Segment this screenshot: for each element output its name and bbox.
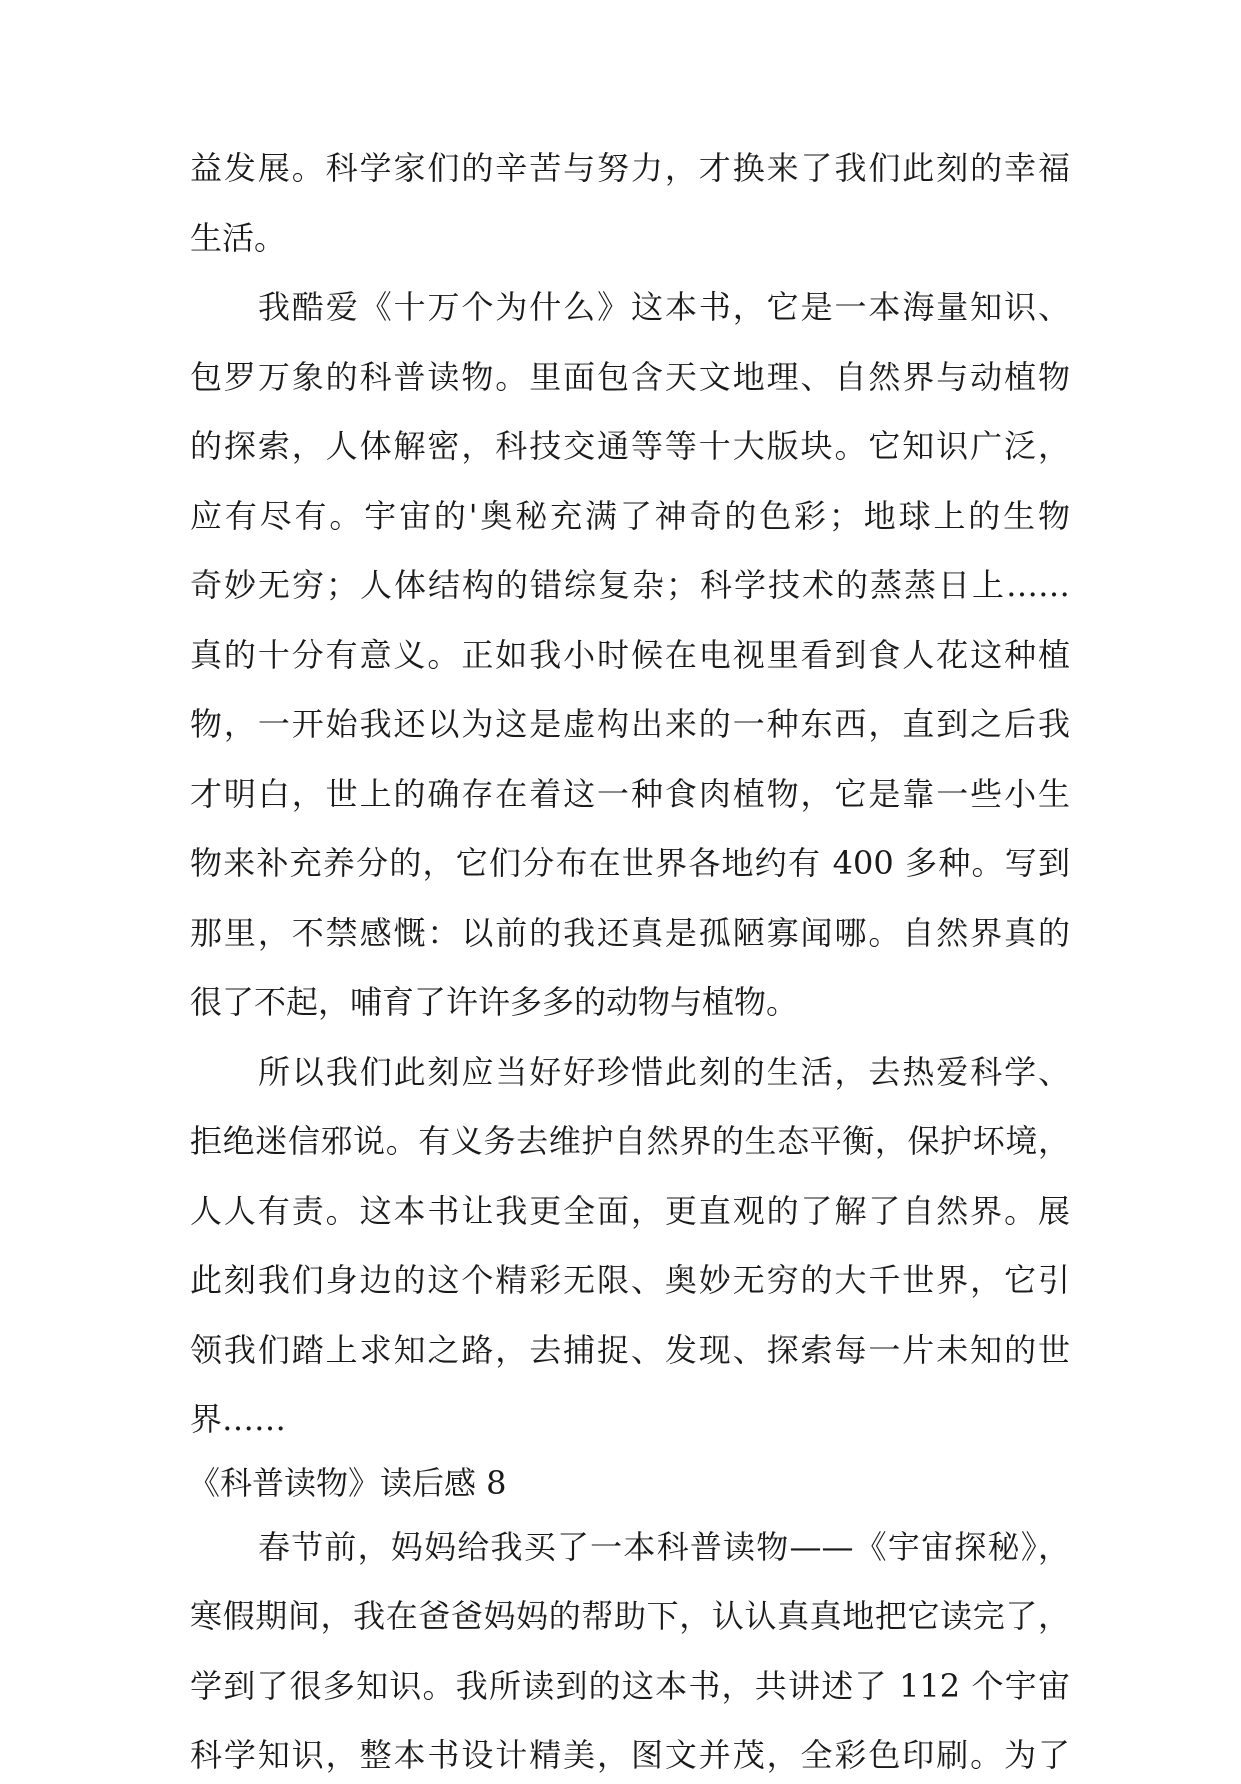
paragraph-start-line: 我酷爱《十万个为什么》这本书，它是一本海量知识、	[258, 288, 1070, 326]
section-heading: 《科普读物》读后感 8	[188, 1464, 507, 1502]
text-line: 包罗万象的科普读物。里面包含天文地理、自然界与动植物	[190, 358, 1070, 396]
text-line: 那里，不禁感慨：以前的我还真是孤陋寡闻哪。自然界真的	[190, 914, 1070, 952]
text-line: 科学知识，整本书设计精美，图文并茂，全彩色印刷。为了	[190, 1736, 1070, 1774]
paragraph-start-line: 春节前，妈妈给我买了一本科普读物——《宇宙探秘》，	[258, 1528, 1070, 1566]
text-line: 拒绝迷信邪说。有义务去维护自然界的生态平衡，保护坏境，	[190, 1122, 1070, 1160]
text-line: 领我们踏上求知之路，去捕捉、发现、探索每一片未知的世	[190, 1331, 1070, 1369]
text-line: 此刻我们身边的这个精彩无限、奥妙无穷的大千世界，它引	[190, 1261, 1070, 1299]
text-line: 生活。	[190, 219, 287, 257]
text-line: 才明白，世上的确存在着这一种食肉植物，它是靠一些小生	[190, 775, 1070, 813]
text-line: 奇妙无穷；人体结构的错综复杂；科学技术的蒸蒸日上……	[190, 566, 1070, 604]
text-line: 的探索，人体解密，科技交通等等十大版块。它知识广泛，	[190, 427, 1070, 465]
text-line: 寒假期间，我在爸爸妈妈的帮助下，认认真真地把它读完了，	[190, 1597, 1070, 1635]
paragraph-start-line: 所以我们此刻应当好好珍惜此刻的生活，去热爱科学、	[258, 1053, 1070, 1091]
text-line: 很了不起，哺育了许许多多的动物与植物。	[190, 983, 799, 1021]
text-line: 真的十分有意义。正如我小时候在电视里看到食人花这种植	[190, 636, 1070, 674]
text-line: 物，一开始我还以为这是虚构出来的一种东西，直到之后我	[190, 705, 1070, 743]
text-line: 人人有责。这本书让我更全面，更直观的了解了自然界。展	[190, 1192, 1070, 1230]
text-line: 应有尽有。宇宙的'奥秘充满了神奇的色彩；地球上的生物	[190, 497, 1070, 535]
text-line: 界……	[190, 1400, 287, 1438]
text-line: 物来补充养分的，它们分布在世界各地约有 400 多种。写到	[190, 844, 1070, 882]
text-line: 益发展。科学家们的辛苦与努力，才换来了我们此刻的幸福	[190, 149, 1070, 187]
text-line: 学到了很多知识。我所读到的这本书，共讲述了 112 个宇宙	[190, 1667, 1070, 1705]
